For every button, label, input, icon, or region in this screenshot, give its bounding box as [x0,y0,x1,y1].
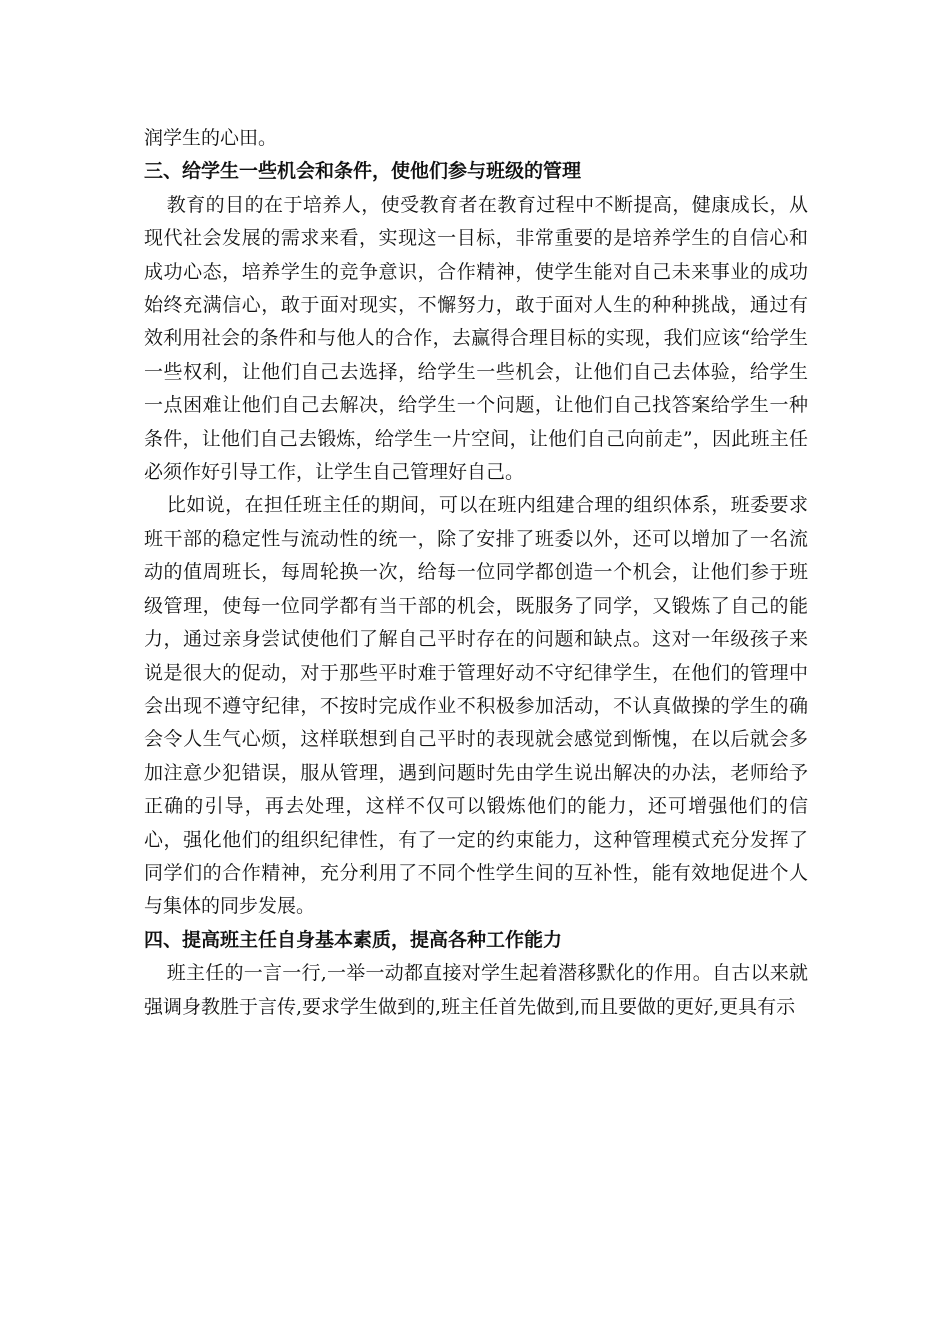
section-heading-3: 三、给学生一些机会和条件，使他们参与班级的管理 [144,160,582,183]
document-body [144,122,808,1024]
paragraph-example-management: 比如说，在担任班主任的期间，可以在班内组建合理的组织体系，班委要求班干部的稳定性与流动性的统一，除了安排了班委以外，还可以增加了一名流动的值周班长，每周轮换一次，给每一位同学都创造一个机会，让他们参于班级管理，使每一位同学都有当干部的机会，既服务了同学，又锻炼了自己的能力，通过亲身尝试使他们了解自己平时存在的问题和缺点。这对一年级孩子来说是很大的促动，对于那些平时难于管理好动不守纪律学生，在他们的管理中会出现不遵守纪律，不按时完成作业不积极参加活动，不认真做操的学生的确会令人生气心烦，这样联想到自己平时的表现就会感觉到惭愧，在以后就会多加注意少犯错误，服从管理，遇到问题时先由学生说出解决的办法，老师给予正确的引导，再去处理，这样不仅可以锻炼他们的能力，还可增强他们的信心，强化他们的组织纪律性，有了一定的约束能力，这种管理模式充分发挥了同学们的合作精神，充分利用了不同个性学生间的互补性，能有效地促进个人与集体的同步发展。 [144,494,808,918]
paragraph-continuation: 润学生的心田。 [144,127,278,149]
section-heading-4: 四、提高班主任自身基本素质，提高各种工作能力 [144,928,563,951]
paragraph-teacher-quality: 班主任的一言一行,一举一动都直接对学生起着潜移默化的作用。自古以来就强调身教胜于言传,要求学生做到的,班主任首先做到,而且要做的更好,更具有示 [144,962,808,1018]
paragraph-education-purpose: 教育的目的在于培养人，使受教育者在教育过程中不断提高，健康成长，从现代社会发展的需求来看，实现这一目标，非常重要的是培养学生的自信心和成功心态，培养学生的竞争意识，合作精神，使学生能对自己未来事业的成功始终充满信心，敢于面对现实，不懈努力，敢于面对人生的种种挑战，通过有效利用社会的条件和与他人的合作，去赢得合理目标的实现，我们应该“给学生一些权利，让他们自己去选择，给学生一些机会，让他们自己去体验，给学生一点困难让他们自己去解决，给学生一个问题，让他们自己找答案给学生一种条件，让他们自己去锻炼，给学生一片空间，让他们自己向前走”，因此班主任必须作好引导工作，让学生自己管理好自己。 [144,193,808,484]
